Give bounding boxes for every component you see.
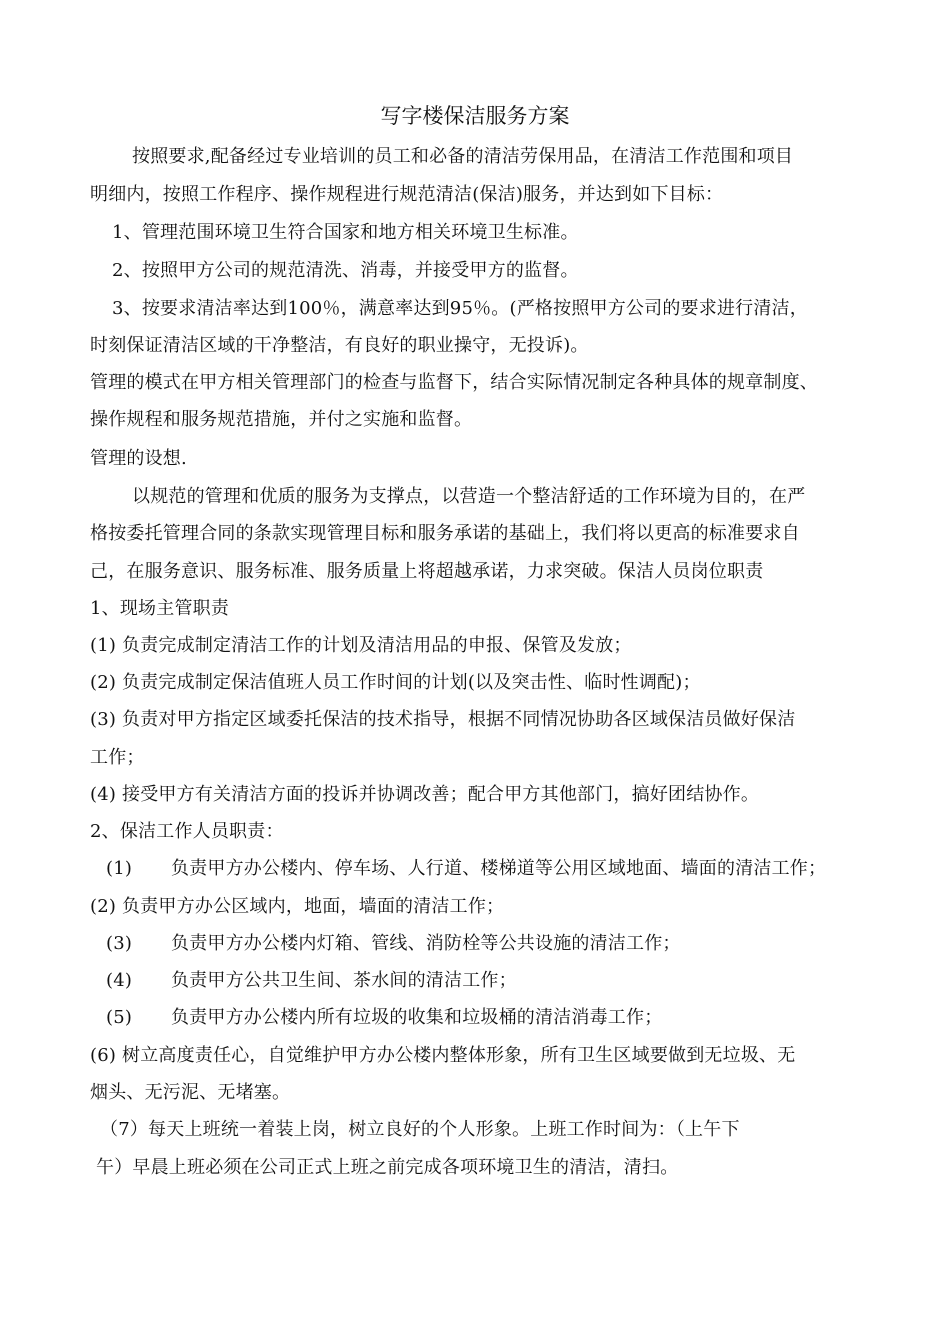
duty-item: (2) 负责甲方办公区域内，地面，墙面的清洁工作； bbox=[90, 896, 505, 917]
paragraph-line: 按照要求,配备经过专业培训的员工和必备的清洁劳保用品，在清洁工作范围和项目 bbox=[132, 146, 794, 167]
paragraph-line: 时刻保证清洁区域的干净整洁，有良好的职业操守，无投诉)。 bbox=[90, 335, 589, 356]
duty-item-marker: (4) bbox=[106, 970, 133, 991]
duty-item: 负责甲方公共卫生间、茶水间的清洁工作； bbox=[171, 970, 517, 991]
duty-item: (4) 接受甲方有关清洁方面的投诉并协调改善；配合甲方其他部门，搞好团结协作。 bbox=[90, 784, 760, 805]
goal-item-2: 2、按照甲方公司的规范清洗、消毒，并接受甲方的监督。 bbox=[112, 260, 579, 281]
paragraph-line: 以规范的管理和优质的服务为支撑点，以营造一个整洁舒适的工作环境为目的，在严 bbox=[132, 486, 806, 507]
paragraph-line: 明细内，按照工作程序、操作规程进行规范清洁(保洁)服务，并达到如下目标： bbox=[90, 184, 724, 205]
paragraph-line: 己，在服务意识、服务标准、服务质量上将超越承诺，力求突破。保洁人员岗位职责 bbox=[90, 561, 764, 582]
goal-item-3: 3、按要求清洁率达到100％，满意率达到95％。(严格按照甲方公司的要求进行清洁， bbox=[112, 298, 808, 319]
duty-item: (3) 负责对甲方指定区域委托保洁的技术指导，根据不同情况协助各区域保洁员做好保洁 bbox=[90, 709, 796, 730]
paragraph-line: 管理的模式在甲方相关管理部门的检查与监督下，结合实际情况制定各种具体的规章制度、 bbox=[90, 372, 818, 393]
duty-item: (6) 树立高度责任心，自觉维护甲方办公楼内整体形象，所有卫生区域要做到无垃圾、无 bbox=[90, 1045, 796, 1066]
duty-item-continued: 午）早晨上班必须在公司正式上班之前完成各项环境卫生的清洁，清扫。 bbox=[96, 1157, 679, 1178]
duty-item: (2) 负责完成制定保洁值班人员工作时间的计划(以及突击性、临时性调配)； bbox=[90, 672, 701, 693]
duty-item-marker: (5) bbox=[106, 1007, 133, 1028]
paragraph-line: 操作规程和服务规范措施，并付之实施和监督。 bbox=[90, 409, 473, 430]
duty-item: (1) 负责完成制定清洁工作的计划及清洁用品的申报、保管及发放； bbox=[90, 635, 632, 656]
duty-item: 负责甲方办公楼内所有垃圾的收集和垃圾桶的清洁消毒工作； bbox=[171, 1007, 663, 1028]
duty-item-continued: 烟头、无污泥、无堵塞。 bbox=[90, 1082, 291, 1103]
duty-item: （7）每天上班统一着装上岗，树立良好的个人形象。上班工作时间为：（上午下 bbox=[100, 1119, 740, 1140]
duty-item: 负责甲方办公楼内、停车场、人行道、楼梯道等公用区域地面、墙面的清洁工作； bbox=[171, 858, 827, 879]
paragraph-line: 格按委托管理合同的条款实现管理目标和服务承诺的基础上，我们将以更高的标准要求自 bbox=[90, 523, 800, 544]
document-title: 写字楼保洁服务方案 bbox=[380, 104, 570, 128]
duty-item-marker: (1) bbox=[106, 858, 133, 879]
duty-item: 负责甲方办公楼内灯箱、管线、消防栓等公共设施的清洁工作； bbox=[171, 933, 681, 954]
goal-item-1: 1、管理范围环境卫生符合国家和地方相关环境卫生标准。 bbox=[112, 222, 579, 243]
section-heading: 管理的设想. bbox=[90, 448, 187, 469]
duty-item-marker: (3) bbox=[106, 933, 133, 954]
section-heading: 2、保洁工作人员职责： bbox=[90, 821, 284, 842]
section-heading: 1、现场主管职责 bbox=[90, 598, 230, 619]
duty-item-continued: 工作； bbox=[90, 747, 145, 768]
